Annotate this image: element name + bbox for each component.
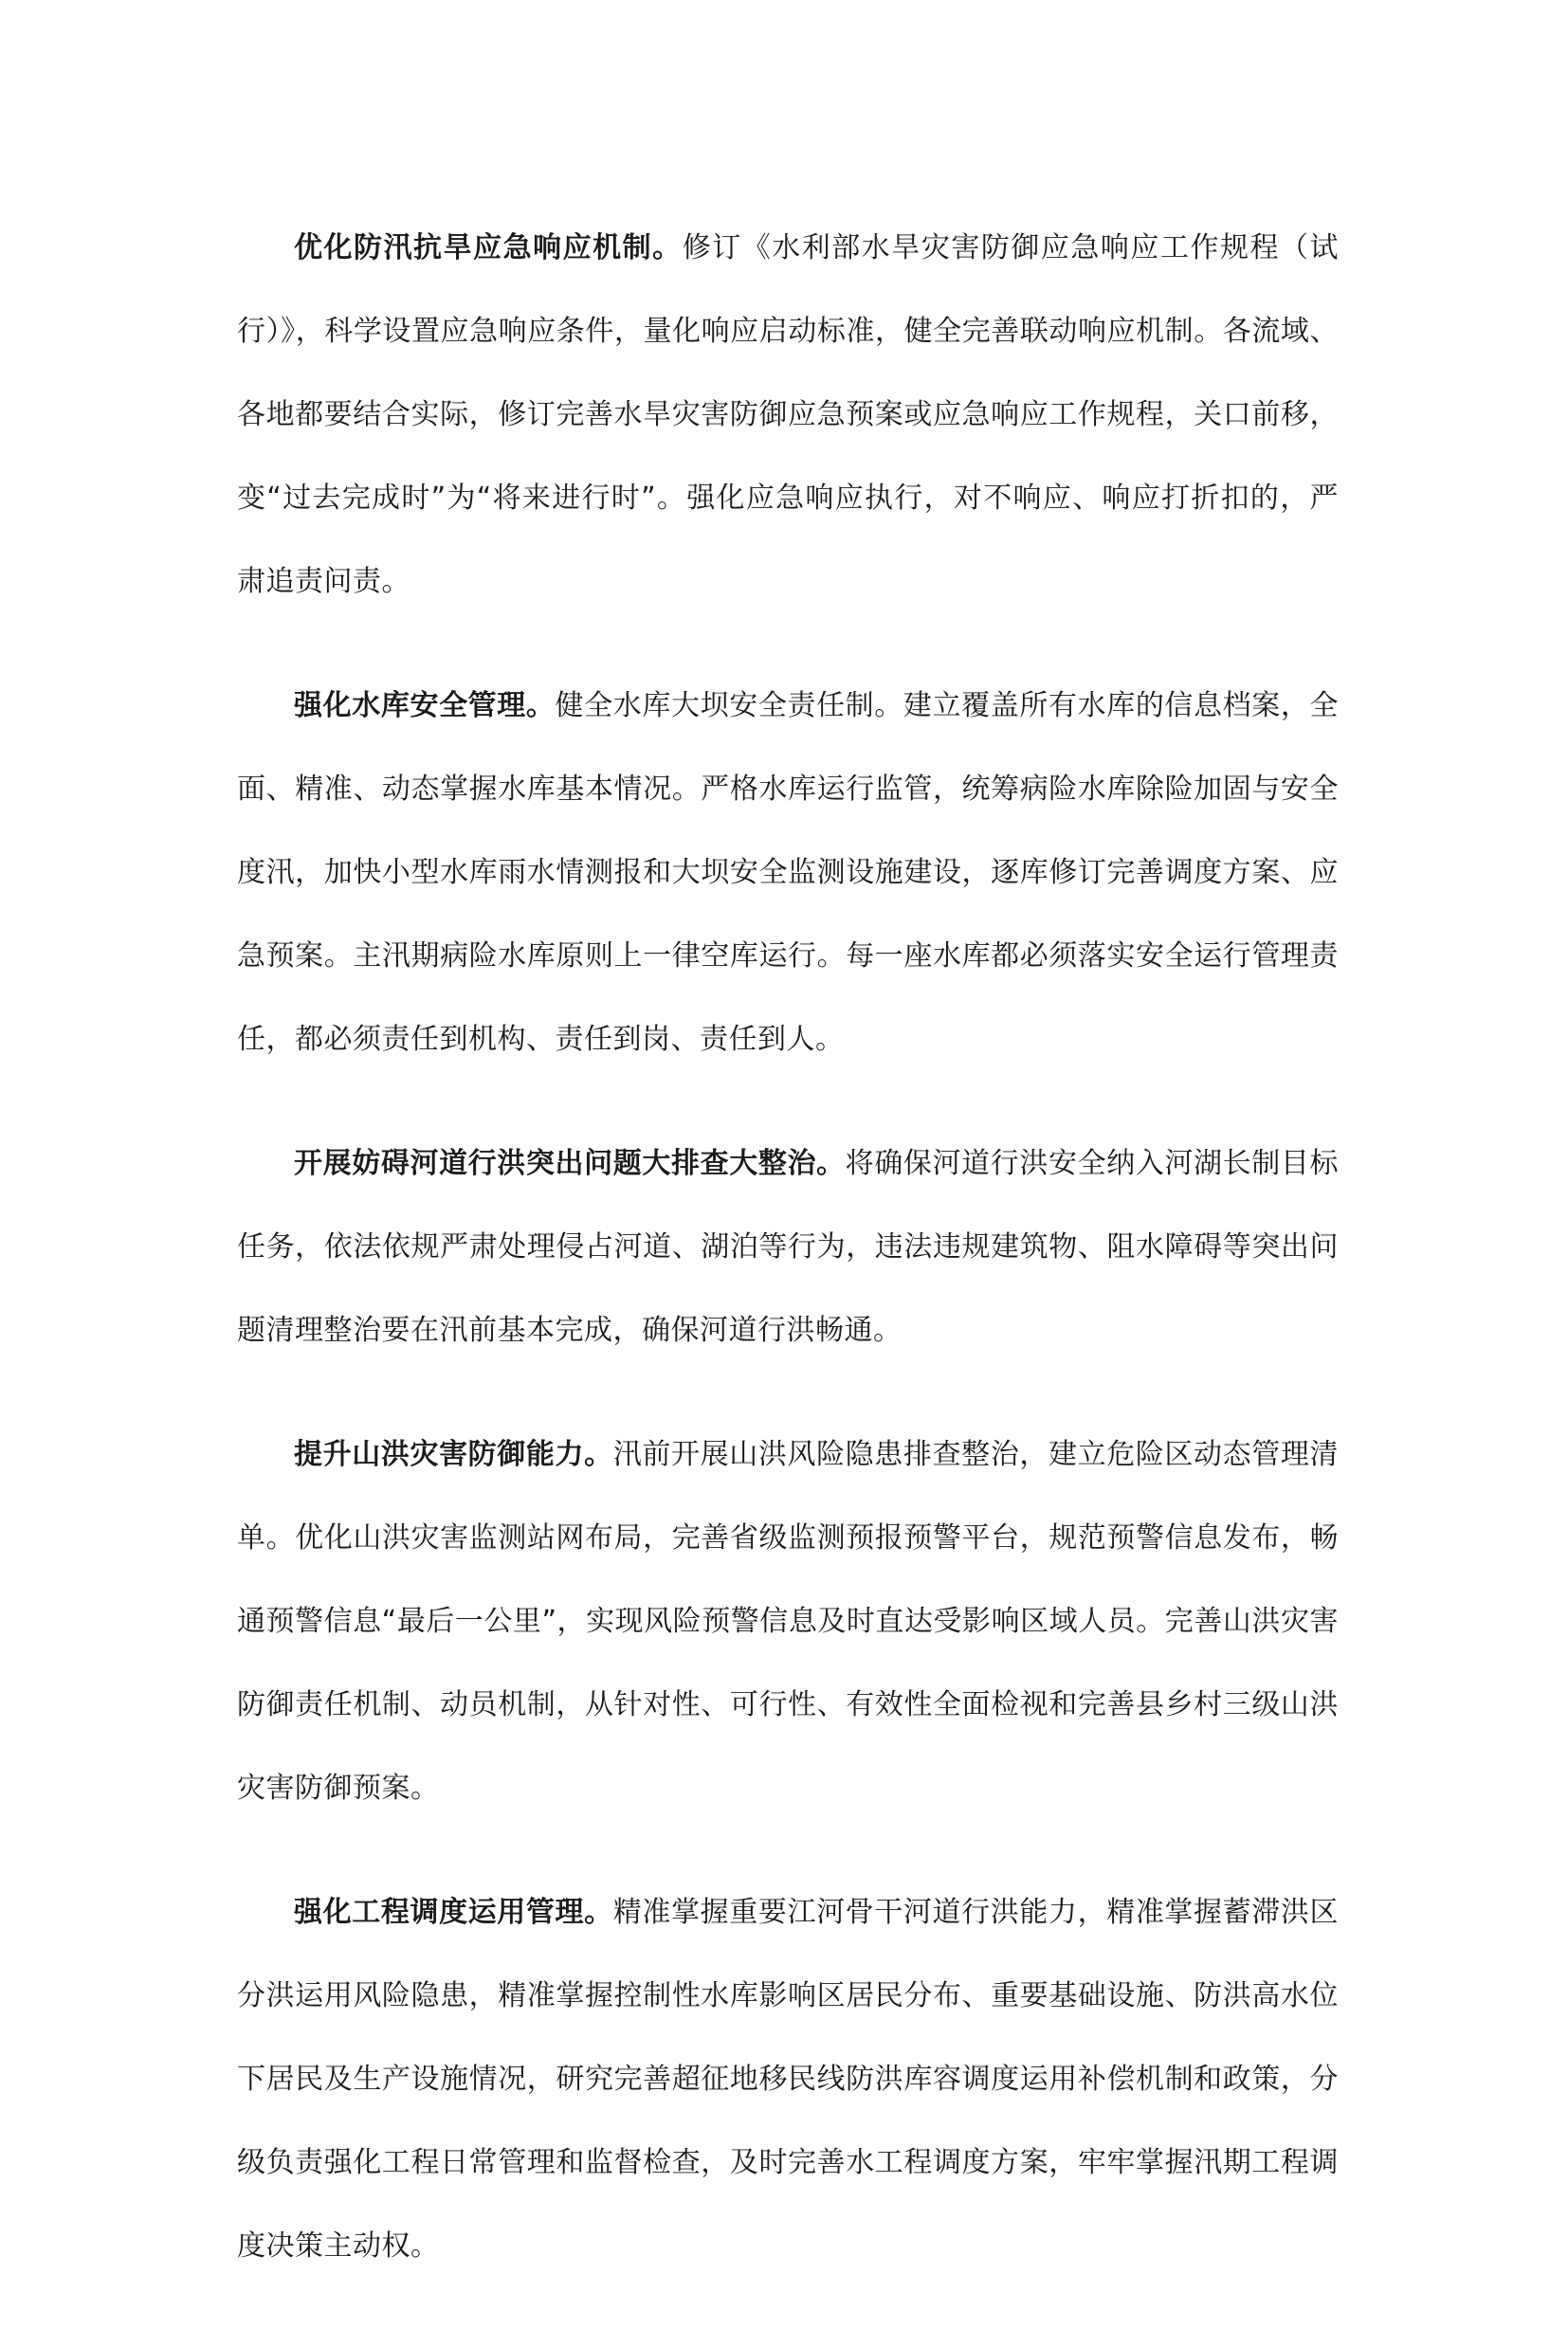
paragraph-text: 将确保河道行洪安全纳入河湖长制目标任务，依法依规严肃处理侵占河道、湖泊等行为，违法违规建筑物、阻水障碍等突出问题清理整治要在汛前基本完成，确保河道行洪畅通。 [237,1147,1340,1347]
paragraph-mountain-flood-defense [237,1413,1339,1830]
paragraph-heading: 优化防汛抗旱应急响应机制。 [294,231,683,264]
paragraph-flood-response-mechanism [237,207,1339,624]
paragraph-heading: 强化工程调度运用管理。 [294,1896,613,1929]
paragraph-reservoir-safety [237,664,1339,1082]
paragraph-river-obstruction-rectification [237,1122,1339,1373]
paragraph-heading: 强化水库安全管理。 [294,689,556,722]
paragraph-heading: 提升山洪灾害防御能力。 [294,1438,613,1471]
paragraph-engineering-dispatch [237,1871,1339,2288]
document-body [237,207,1339,2329]
paragraph-text: 精准掌握重要江河骨干河道行洪能力，精准掌握蓄滞洪区分洪运用风险隐患，精准掌握控制性水库影响区居民分布、重要基础设施、防洪高水位下居民及生产设施情况，研究完善超征地移民线防洪库容调度运用补偿机制和政策，分级负责强化工程日常管理和监督检查，及时完善水工程调度方案，牢牢掌握汛期工程调度决策主动权。 [237,1896,1340,2263]
paragraph-text: 健全水库大坝安全责任制。建立覆盖所有水库的信息档案，全面、精准、动态掌握水库基本情况。严格水库运行监管，统筹病险水库除险加固与安全度汛，加快小型水库雨水情测报和大坝安全监测设施建设，逐库修订完善调度方案、应急预案。主汛期病险水库原则上一律空库运行。每一座水库都必须落实安全运行管理责任，都必须责任到机构、责任到岗、责任到人。 [237,689,1340,1056]
paragraph-text: 汛前开展山洪风险隐患排查整治，建立危险区动态管理清单。优化山洪灾害监测站网布局，完善省级监测预报预警平台，规范预警信息发布，畅通预警信息“最后一公里”，实现风险预警信息及时直达受影响区域人员。完善山洪灾害防御责任机制、动员机制，从针对性、可行性、有效性全面检视和完善县乡村三级山洪灾害防御预案。 [237,1438,1340,1805]
paragraph-heading: 开展妨碍河道行洪突出问题大排查大整治。 [294,1147,846,1180]
paragraph-text: 修订《水利部水旱灾害防御应急响应工作规程（试行）》，科学设置应急响应条件，量化响应启动标准，健全完善联动响应机制。各流域、各地都要结合实际，修订完善水旱灾害防御应急预案或应急响应工作规程，关口前移，变“过去完成时”为“将来进行时”。强化应急响应执行，对不响应、响应打折扣的，严肃追责问责。 [237,231,1340,598]
